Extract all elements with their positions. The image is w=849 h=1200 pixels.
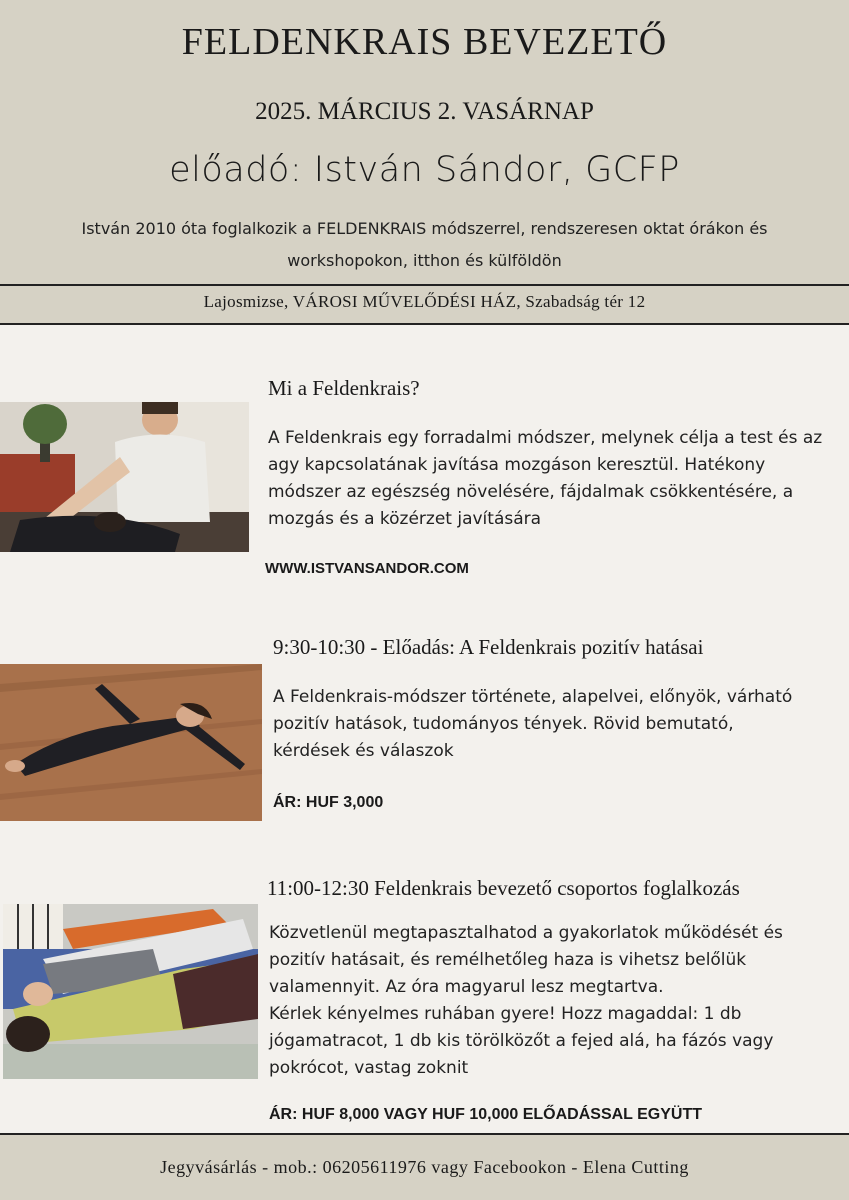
section2-price: ÁR: HUF 3,000: [273, 794, 384, 811]
event-date: 2025. MÁRCIUS 2. VASÁRNAP: [255, 98, 594, 125]
ticket-info: Jegyvásárlás - mob.: 06205611976 vagy Facebookon - Elena Cutting: [160, 1157, 689, 1177]
section3-heading: 11:00-12:30 Feldenkrais bevezető csoportos foglalkozás: [267, 876, 740, 900]
presenter-bio: István 2010 óta foglalkozik a FELDENKRAIS módszerrel, rendszeresen oktat órákon és workshopokon, itthon és külföldön: [81, 219, 768, 270]
photo-group-class: [3, 904, 258, 1079]
photo-practitioner-session: [0, 402, 249, 552]
section2-heading: 9:30-10:30 - Előadás: A Feldenkrais pozitív hatásai: [273, 635, 704, 659]
website-link[interactable]: WWW.ISTVANSANDOR.COM: [265, 560, 469, 577]
section1-text: A Feldenkrais egy forradalmi módszer, melynek célja a test és az agy kapcsolatának javítása mozgáson keresztül. Hatékony módszer az egészség növelésére, fájdalmak csökkentésére, a mozgás és a közérzet javítására: [268, 428, 823, 529]
section3-text-part2: Kérlek kényelmes ruhában gyere! Hozz magaddal: 1 db jógamatracot, 1 db kis törölközőt a fejed alá, ha fázós vagy pokrócot, vastag zoknit: [269, 1004, 774, 1078]
section3-price: ÁR: HUF 8,000 VAGY HUF 10,000 ELŐADÁSSAL EGYÜTT: [269, 1106, 702, 1123]
presenter-line: előadó: István Sándor, GCFP: [169, 150, 680, 190]
photo-lying-woman: [0, 664, 262, 821]
section1-heading: Mi a Feldenkrais?: [268, 376, 420, 400]
page-title: FELDENKRAIS BEVEZETŐ: [181, 21, 668, 63]
location-text: Lajosmizse, VÁROSI MŰVELŐDÉSI HÁZ, Szabadság tér 12: [203, 292, 646, 311]
section2-text: A Feldenkrais-módszer története, alapelvei, előnyök, várható pozitív hatások, tudományos tények. Rövid bemutató, kérdések és válaszok: [273, 687, 793, 761]
section3-text: [269, 920, 824, 1082]
section3-text-part1: Közvetlenül megtapasztalhatod a gyakorlatok működését és pozitív hatásait, és remélhetőleg haza is vihetsz belőlük valamennyit. Az óra magyarul lesz megtartva.: [269, 923, 783, 997]
